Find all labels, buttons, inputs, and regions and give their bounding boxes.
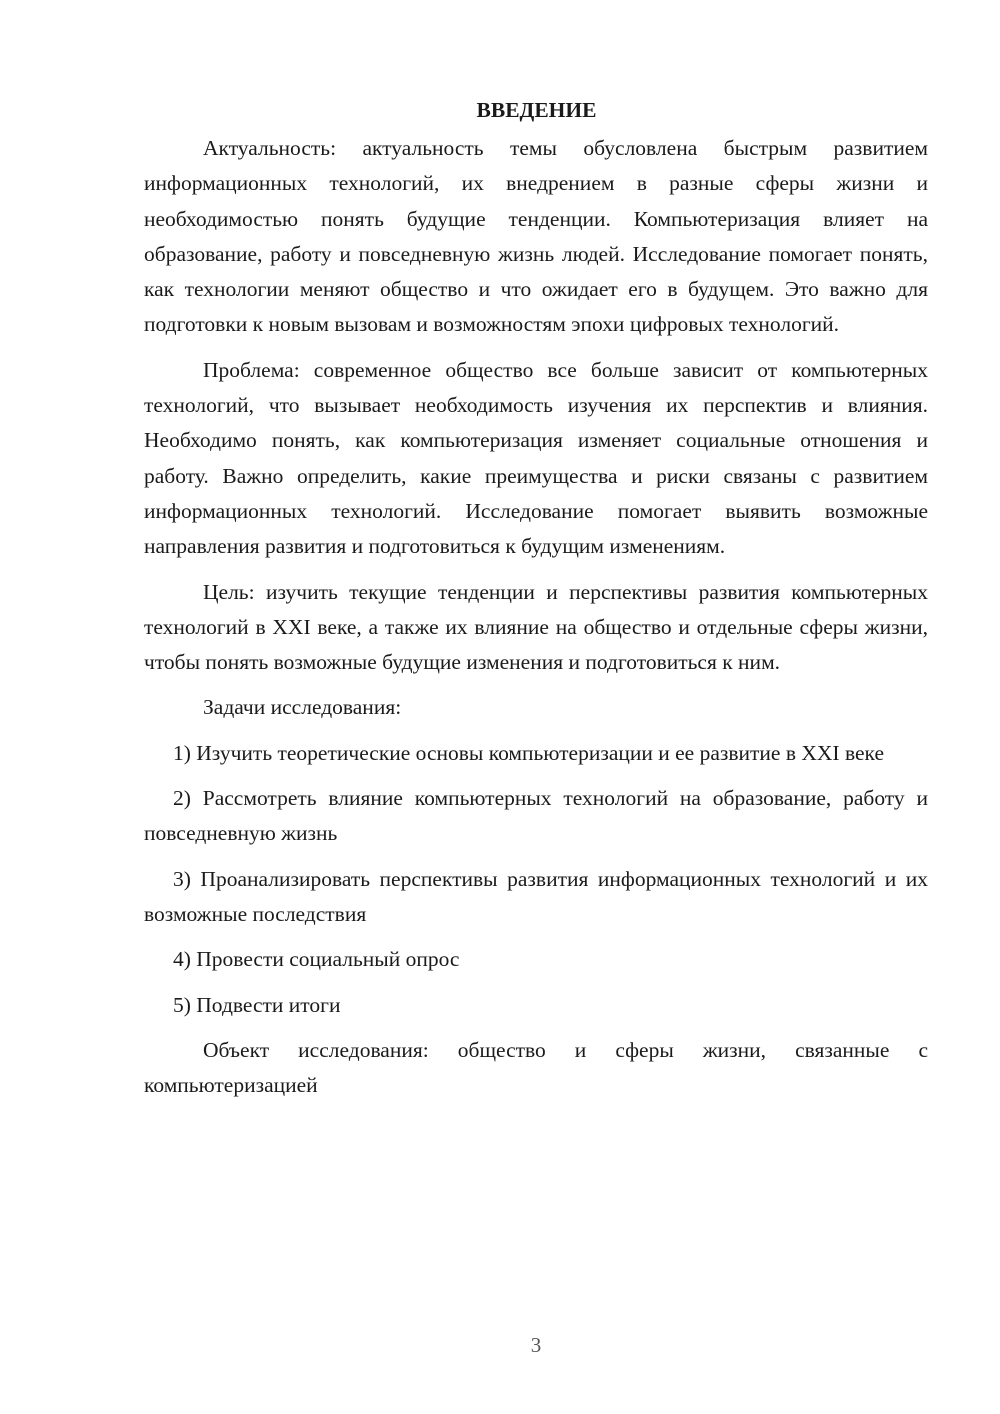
task-item-1: 1) Изучить теоретические основы компьютеризации и ее развитие в XXI веке xyxy=(173,740,884,765)
task-item-2: 2) Рассмотреть влияние компьютерных технологий на образование, работу и повседневную жизнь xyxy=(144,786,928,846)
relevance-paragraph: Актуальность: актуальность темы обусловлена быстрым развитием информационных технологий, их внедрением в разные сферы жизни и необходимостью понять будущие тенденции. Компьютеризация влияет на образование, работу и повседневную жизнь людей. Исследование помогает понять, как технологии меняют общество и что ожидает его в будущем. Это важно для подготовки к новым вызовам и возможностям эпохи цифровых технологий. xyxy=(144,136,928,337)
task-item-3: 3) Проанализировать перспективы развития информационных технологий и их возможные последствия xyxy=(144,866,928,926)
page-number: 3 xyxy=(530,1333,542,1357)
task-item-4: 4) Провести социальный опрос xyxy=(173,947,460,972)
object-paragraph: Объект исследования: общество и сферы жизни, связанные с компьютеризацией xyxy=(144,1037,928,1098)
task-item-5: 5) Подвести итоги xyxy=(173,992,341,1017)
document-page xyxy=(144,93,928,1113)
problem-paragraph: Проблема: современное общество все больше зависит от компьютерных технологий, что вызывает необходимость изучения их перспектив и влияния. Необходимо понять, как компьютеризация изменяет социальные отношения и работу. Важно определить, какие преимущества и риски связаны с развитием информационных технологий. Исследование помогает выявить возможные направления развития и подготовиться к будущим изменениям. xyxy=(144,357,928,559)
goal-paragraph: Цель: изучить текущие тенденции и перспективы развития компьютерных технологий в XXI веке, а также их влияние на общество и отдельные сферы жизни, чтобы понять возможные будущие изменения и подготовиться к ним. xyxy=(144,579,928,675)
section-heading: ВВЕДЕНИЕ xyxy=(476,98,597,122)
tasks-label: Задачи исследования: xyxy=(203,695,402,720)
